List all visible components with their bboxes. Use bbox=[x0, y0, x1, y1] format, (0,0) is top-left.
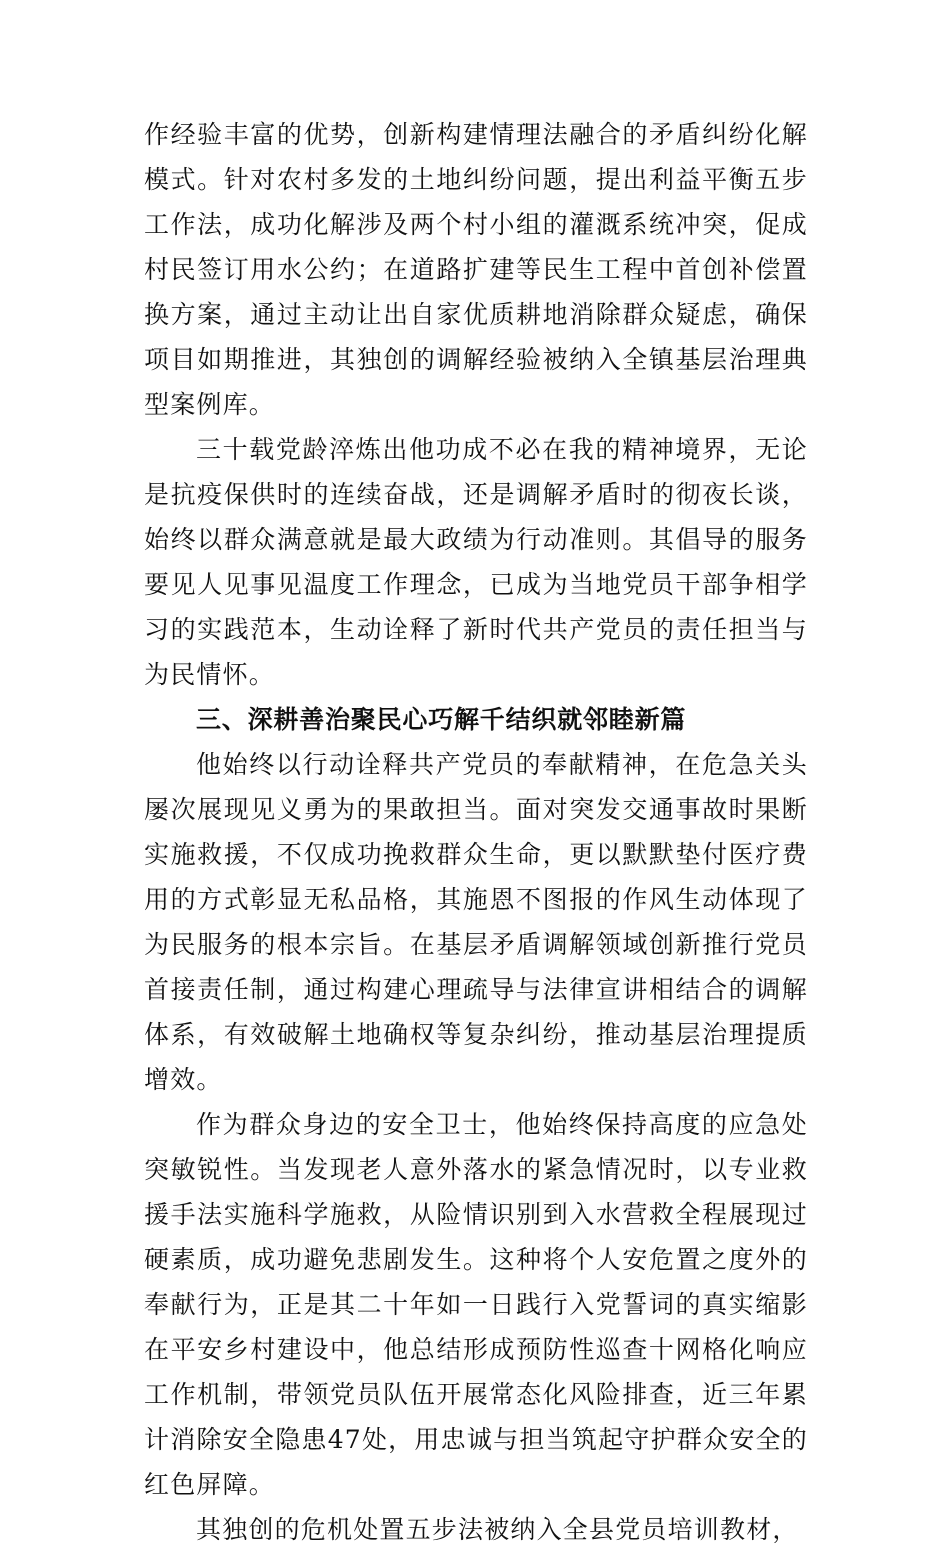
document-page bbox=[144, 112, 808, 1552]
paragraph-safety-guard: 作为群众身边的安全卫士，他始终保持高度的应急处突敏锐性。当发现老人意外落水的紧急情况时，以专业救援手法实施科学施救，从险情识别到入水营救全程展现过硬素质，成功避免悲剧发生。这种将个人安危置之度外的奉献行为，正是其二十年如一日践行入党誓词的真实缩影在平安乡村建设中，他总结形成预防性巡查十网格化响应工作机制，带领党员队伍开展常态化风险排查，近三年累计消除安全隐患47处，用忠诚与担当筑起守护群众安全的红色屏障。 bbox=[144, 1110, 808, 1499]
paragraph-dedication: 他始终以行动诠释共产党员的奉献精神，在危急关头屡次展现见义勇为的果敢担当。面对突发交通事故时果断实施救援，不仅成功挽救群众生命，更以默默垫付医疗费用的方式彰显无私品格，其施恩不图报的作风生动体现了为民服务的根本宗旨。在基层矛盾调解领域创新推行党员首接责任制，通过构建心理疏导与法律宣讲相结合的调解体系，有效破解土地确权等复杂纠纷，推动基层治理提质增效。 bbox=[144, 750, 808, 1094]
paragraph-crisis-method: 其独创的危机处置五步法被纳入全县党员培训教材， bbox=[196, 1515, 799, 1544]
paragraph-party-spirit: 三十载党龄淬炼出他功成不必在我的精神境界，无论是抗疫保供时的连续奋战，还是调解矛盾时的彻夜长谈，始终以群众满意就是最大政绩为行动准则。其倡导的服务要见人见事见温度工作理念，已成为当地党员干部争相学习的实践范本，生动诠释了新时代共产党员的责任担当与为民情怀。 bbox=[144, 435, 808, 689]
paragraph-mediation-model: 作经验丰富的优势，创新构建情理法融合的矛盾纠纷化解模式。针对农村多发的土地纠纷问题，提出利益平衡五步工作法，成功化解涉及两个村小组的灌溉系统冲突，促成村民签订用水公约；在道路扩建等民生工程中首创补偿置换方案，通过主动让出自家优质耕地消除群众疑虑，确保项目如期推进，其独创的调解经验被纳入全镇基层治理典型案例库。 bbox=[144, 120, 808, 419]
section-heading-three: 三、深耕善治聚民心巧解千结织就邻睦新篇 bbox=[196, 705, 687, 734]
